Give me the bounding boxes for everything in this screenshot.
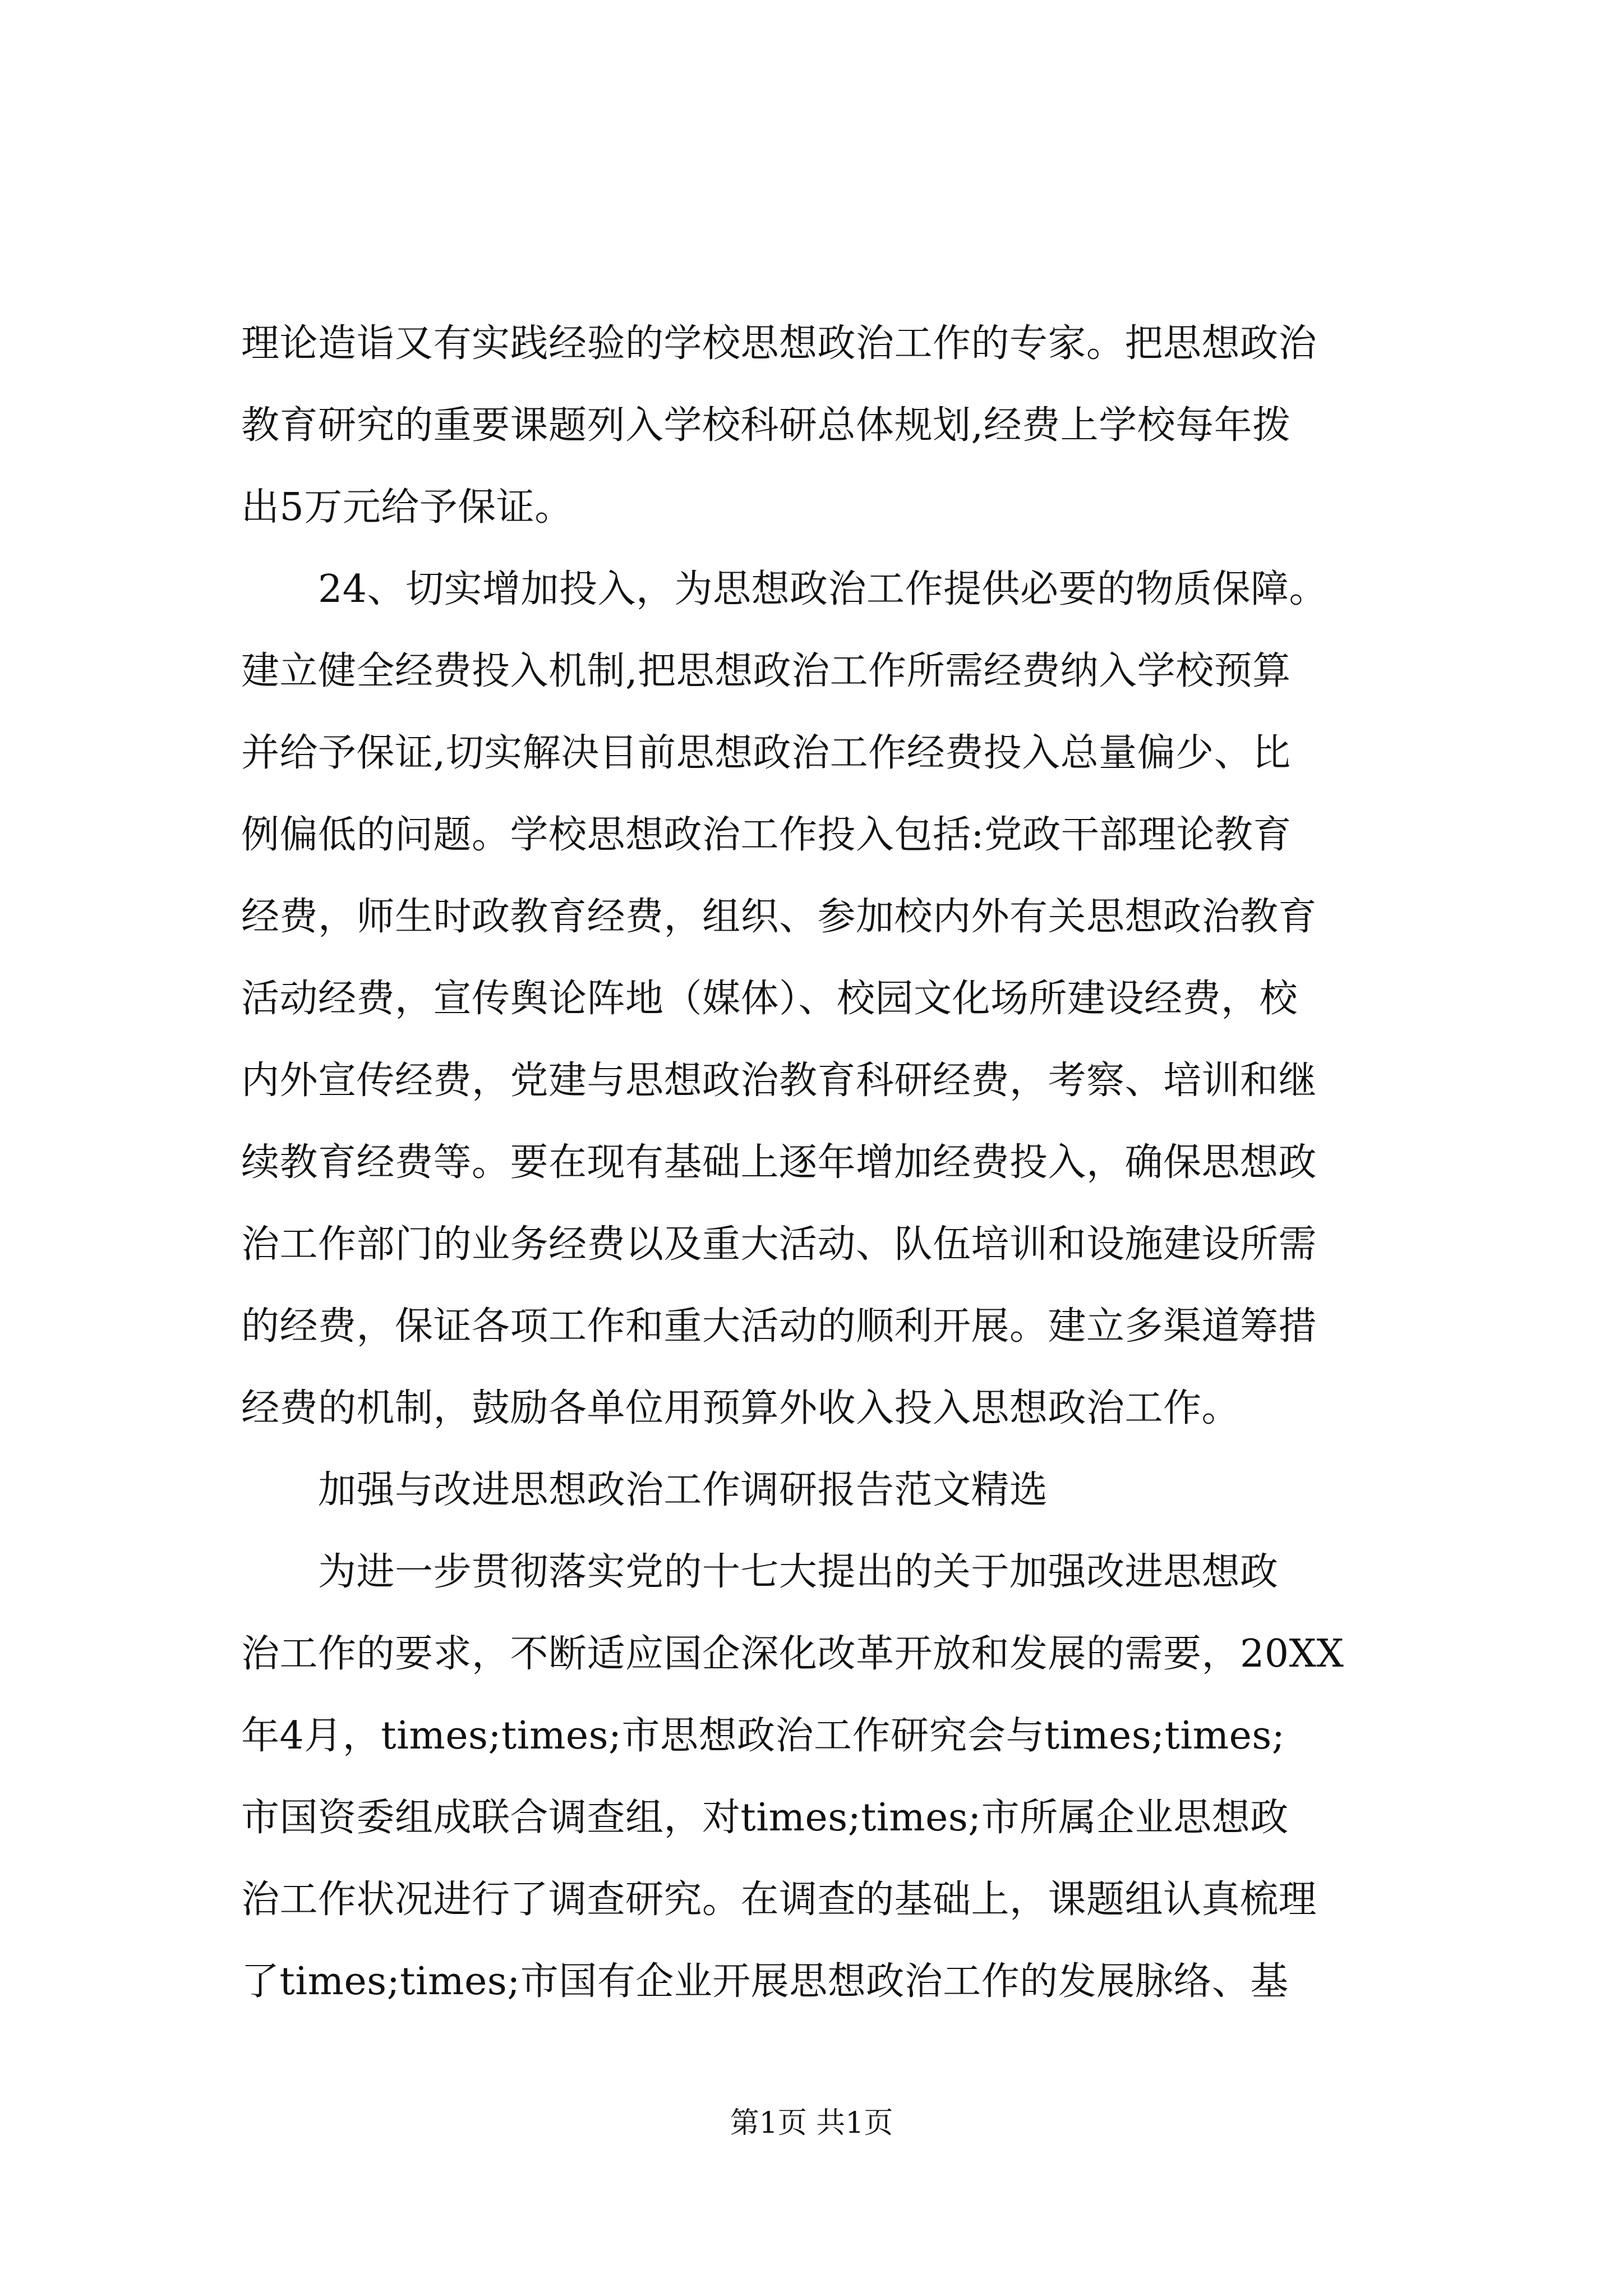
document-body: [241, 303, 1419, 2023]
text-line: 教育研究的重要课题列入学校科研总体规划,经费上学校每年拨: [241, 403, 1291, 448]
text-line: 24、切实增加投入，为思想政治工作提供必要的物质保障。: [241, 567, 1328, 611]
text-line: 理论造诣又有实践经验的学校思想政治工作的专家。把思想政治: [241, 321, 1317, 366]
text-line: 治工作部门的业务经费以及重大活动、队伍培训和设施建设所需: [241, 1222, 1317, 1267]
text-line: 的经费，保证各项工作和重大活动的顺利开展。建立多渠道筹措: [241, 1304, 1317, 1349]
text-line: 年4月，times;times;市思想政治工作研究会与times;times;: [241, 1714, 1285, 1758]
text-line: 经费的机制，鼓励各单位用预算外收入投入思想政治工作。: [241, 1386, 1241, 1430]
text-line: 内外宣传经费，党建与思想政治教育科研经费，考察、培训和继: [241, 1059, 1317, 1103]
text-line: 建立健全经费投入机制,把思想政治工作所需经费纳入学校预算: [241, 649, 1291, 693]
text-line: 治工作的要求，不断适应国企深化改革开放和发展的需要，20XX: [241, 1632, 1344, 1676]
text-line: 为进一步贯彻落实党的十七大提出的关于加强改进思想政: [241, 1550, 1279, 1594]
text-line: 并给予保证,切实解决目前思想政治工作经费投入总量偏少、比: [241, 731, 1291, 775]
text-line: 例偏低的问题。学校思想政治工作投入包括:党政干部理论教育: [241, 813, 1292, 857]
text-line: 市国资委组成联合调查组，对times;times;市所属企业思想政: [241, 1796, 1289, 1840]
text-line: 出5万元给予保证。: [241, 485, 573, 530]
text-line: 活动经费，宣传舆论阵地（媒体）、校园文化场所建设经费，校: [241, 977, 1298, 1021]
text-line: 续教育经费等。要在现有基础上逐年增加经费投入，确保思想政: [241, 1140, 1317, 1185]
text-line: 治工作状况进行了调查研究。在调查的基础上，课题组认真梳理: [241, 1878, 1317, 1922]
text-line: 经费，师生时政教育经费，组织、参加校内外有关思想政治教育: [241, 895, 1317, 939]
text-line: 了times;times;市国有企业开展思想政治工作的发展脉络、基: [241, 1959, 1289, 2004]
page-footer: 第1页 共1页: [730, 2106, 893, 2140]
section-heading: 加强与改进思想政治工作调研报告范文精选: [241, 1468, 1048, 1512]
